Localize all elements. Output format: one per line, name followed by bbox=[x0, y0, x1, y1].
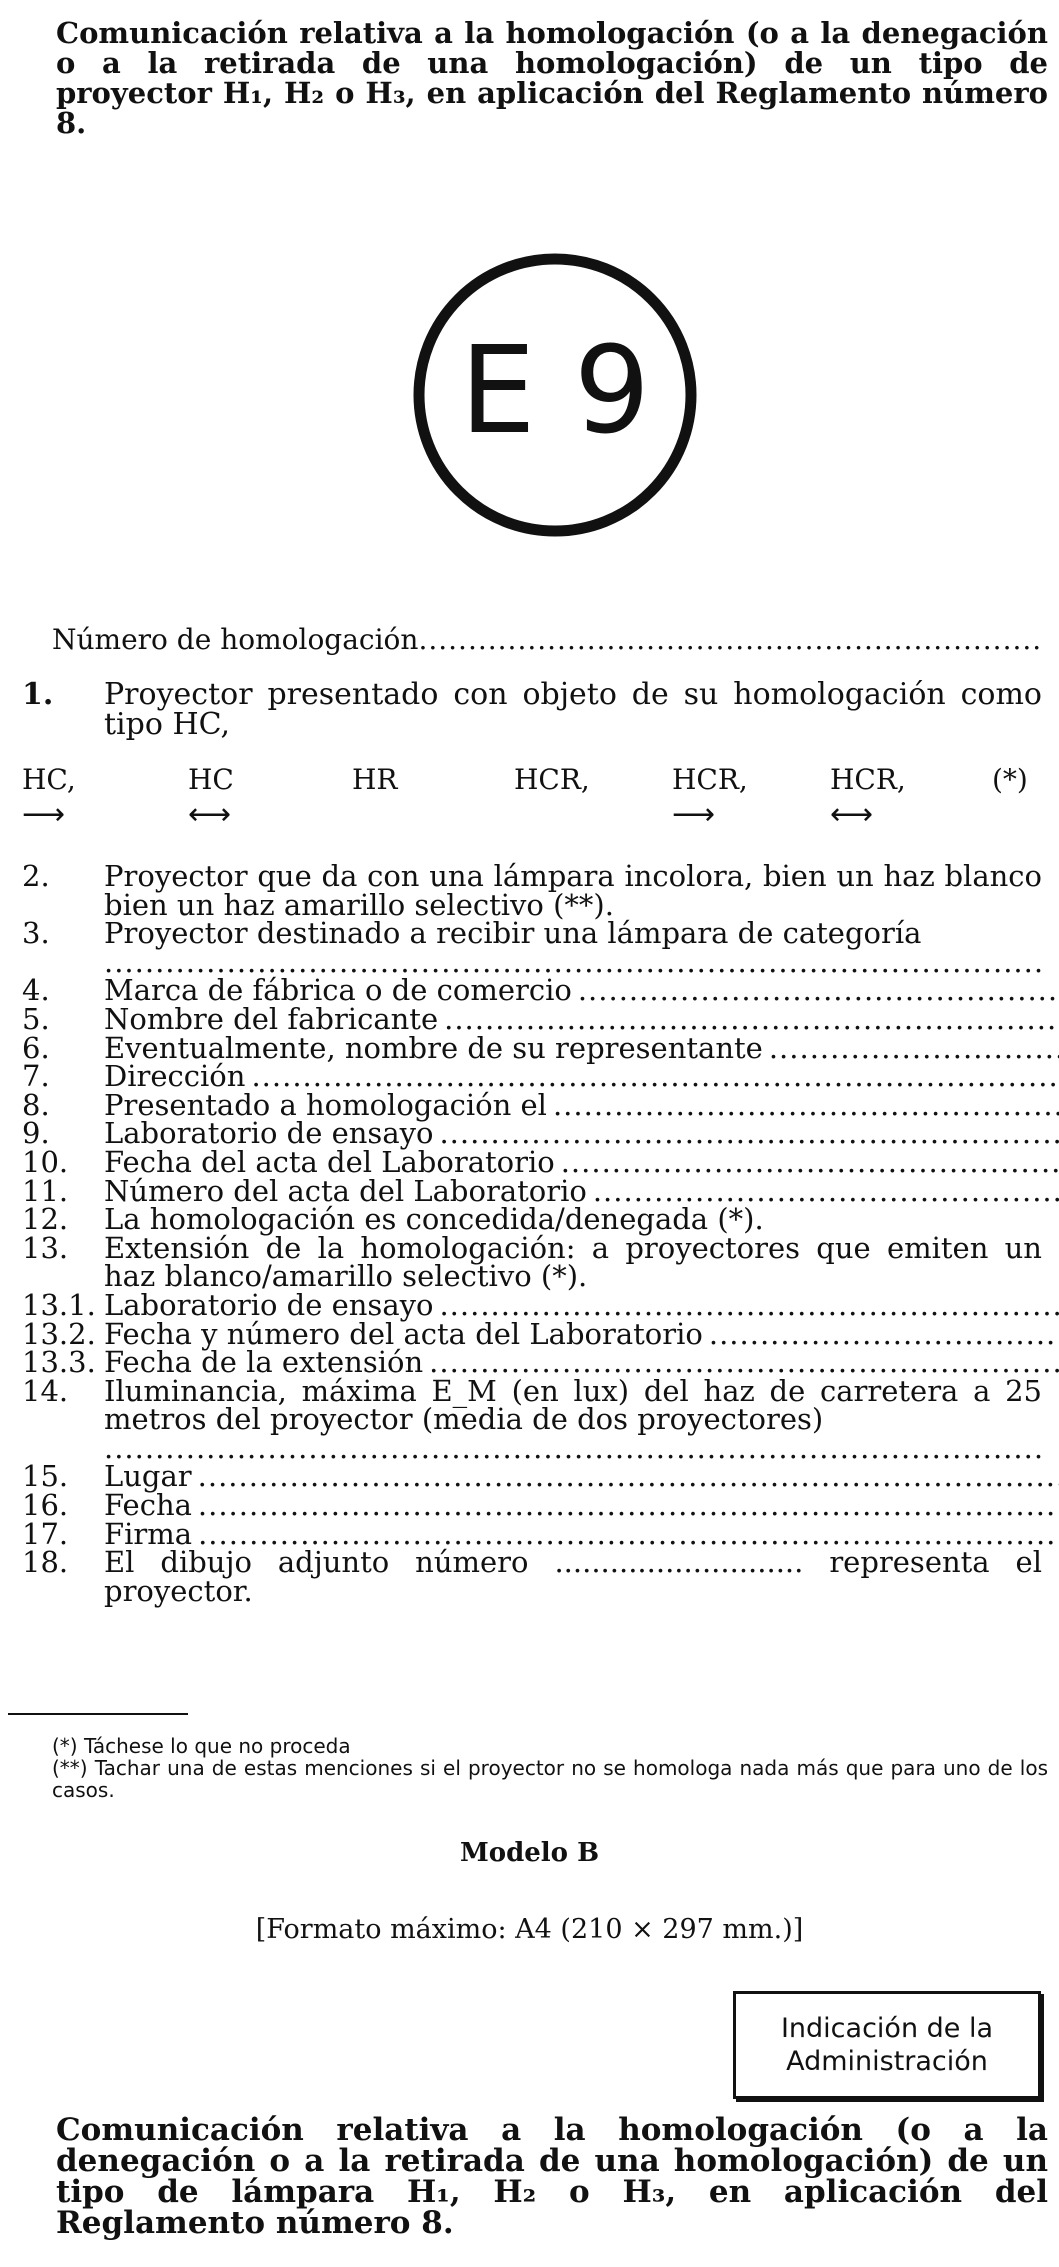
dotted-leader bbox=[198, 1520, 1059, 1549]
item-number: 13.3. bbox=[22, 1345, 96, 1380]
double-arrow-icon: ⟷ bbox=[830, 797, 874, 832]
beam-type-label: HCR, bbox=[514, 763, 590, 796]
form-item bbox=[22, 1287, 1042, 1322]
dotted-leader bbox=[553, 1091, 1059, 1120]
item-text: El dibujo adjunto número ........................... representa el proyector. bbox=[104, 1545, 1042, 1608]
dotted-leader bbox=[439, 1119, 1059, 1148]
form-item bbox=[22, 1087, 1042, 1122]
form-item bbox=[22, 916, 1042, 951]
dotted-leader bbox=[709, 1320, 1059, 1349]
beam-type bbox=[514, 765, 590, 803]
footer-title-text: Comunicación relativa a la homologación (o a la denegación o a la retirada de una homologación) de un tipo de lámpara H₁, H₂ o H₃, en aplicación del Reglamento número 8. bbox=[56, 2112, 1048, 2241]
item-label: Marca de fábrica o de comercio bbox=[104, 973, 572, 1008]
form-item bbox=[22, 1345, 1042, 1380]
item-number: 3. bbox=[22, 916, 50, 951]
form-item-continuation bbox=[22, 1434, 1042, 1463]
dotted-leader bbox=[251, 1062, 1059, 1091]
item-text: Proyector que da con una lámpara incolora, bien un haz blanco bien un haz amarillo selectivo (**). bbox=[104, 859, 1042, 922]
form-item bbox=[22, 1459, 1042, 1494]
item-label: Firma bbox=[104, 1516, 193, 1551]
form-item bbox=[22, 1001, 1042, 1036]
item-number: 4. bbox=[22, 973, 50, 1008]
item-number: 9. bbox=[22, 1116, 50, 1151]
item-label: Presentado a homologación el bbox=[104, 1087, 547, 1122]
dotted-leader bbox=[769, 1034, 1059, 1063]
homologation-number-line bbox=[52, 625, 1042, 655]
format-note: [Formato máximo: A4 (210 × 297 mm.)] bbox=[255, 1914, 804, 1945]
beam-type-label: (*) bbox=[992, 763, 1028, 796]
homologation-number-label: Número de homologación bbox=[52, 623, 419, 656]
item-number: 11. bbox=[22, 1173, 69, 1208]
beam-type bbox=[992, 765, 1028, 795]
item-number: 14. bbox=[22, 1373, 69, 1408]
document-title-text: Comunicación relativa a la homologación (o a la denegación o a la retirada de una homologación) de un tipo de proyector H₁, H₂ o H₃, en aplicación del Reglamento número 8. bbox=[56, 16, 1048, 140]
item-label: Lugar bbox=[104, 1459, 192, 1494]
item-label: Laboratorio de ensayo bbox=[104, 1287, 434, 1322]
item-label: Fecha del acta del Laboratorio bbox=[104, 1144, 555, 1179]
double-arrow-icon: ⟷ bbox=[188, 797, 232, 832]
item-number: 13.2. bbox=[22, 1316, 96, 1351]
approval-mark-text: E 9 bbox=[459, 322, 651, 461]
item-number: 1. bbox=[22, 677, 54, 712]
footnote: (**) Tachar una de estas menciones si el proyector no se homologa nada más que para uno de los casos. bbox=[52, 1756, 1048, 1802]
item-label: Laboratorio de ensayo bbox=[104, 1116, 434, 1151]
dotted-leader bbox=[104, 948, 1042, 977]
dotted-leader bbox=[104, 1434, 1042, 1463]
item-text: Proyector presentado con objeto de su homologación como tipo HC, bbox=[104, 677, 1042, 742]
form-item bbox=[22, 1059, 1042, 1094]
form-item-continuation bbox=[22, 948, 1042, 977]
beam-type-label: HR bbox=[352, 763, 398, 796]
item-number: 13. bbox=[22, 1230, 69, 1265]
item-number: 15. bbox=[22, 1459, 69, 1494]
footer-title bbox=[8, 2112, 1048, 2241]
administration-box-line: Administración bbox=[786, 2046, 988, 2077]
dotted-leader bbox=[198, 1491, 1059, 1520]
item-text: Iluminancia, máxima E_M (en lux) del haz de carretera a 25 metros del proyector (media de dos proyectores) bbox=[104, 1373, 1042, 1437]
form-items-list bbox=[22, 859, 1042, 1608]
form-item bbox=[22, 1144, 1042, 1179]
item-number: 6. bbox=[22, 1030, 50, 1065]
beam-types-row bbox=[0, 765, 1059, 835]
right-arrow-icon: ⟶ bbox=[22, 797, 66, 832]
form-item bbox=[22, 973, 1042, 1008]
form-item bbox=[22, 1116, 1042, 1151]
beam-type bbox=[22, 763, 76, 832]
item-text: Proyector destinado a recibir una lámpara de categoría bbox=[104, 916, 922, 951]
dotted-leader bbox=[418, 625, 1042, 655]
beam-type-label: HCR, bbox=[830, 763, 906, 796]
form-item bbox=[22, 859, 1042, 922]
item-label: Fecha de la extensión bbox=[104, 1345, 424, 1380]
administration-box-line: Indicación de la bbox=[780, 2013, 994, 2044]
dotted-leader bbox=[444, 1005, 1059, 1034]
form-item bbox=[22, 1202, 1042, 1237]
item-number: 16. bbox=[22, 1488, 69, 1523]
form-item bbox=[22, 1030, 1042, 1065]
right-arrow-icon: ⟶ bbox=[672, 797, 716, 832]
item-number: 17. bbox=[22, 1516, 69, 1551]
dotted-leader bbox=[439, 1291, 1059, 1320]
item-number: 5. bbox=[22, 1001, 50, 1036]
form-item bbox=[22, 1230, 1042, 1294]
item-1 bbox=[22, 677, 1042, 742]
dotted-leader bbox=[578, 976, 1059, 1005]
item-number: 2. bbox=[22, 859, 50, 893]
dotted-leader bbox=[198, 1462, 1059, 1491]
item-text: Extensión de la homologación: a proyectores que emiten un haz blanco/amarillo selectivo (*). bbox=[104, 1230, 1042, 1294]
item-number: 10. bbox=[22, 1144, 69, 1179]
dotted-leader bbox=[429, 1348, 1059, 1377]
beam-type-label: HC bbox=[188, 763, 234, 796]
item-label: Número del acta del Laboratorio bbox=[104, 1173, 587, 1208]
dotted-leader bbox=[593, 1177, 1059, 1206]
footnote-divider bbox=[8, 1713, 188, 1715]
administration-box bbox=[733, 1991, 1041, 2099]
item-label: Eventualmente, nombre de su representante bbox=[104, 1030, 763, 1065]
beam-type-label: HC, bbox=[22, 763, 76, 796]
form-item bbox=[22, 1316, 1042, 1351]
approval-mark-e9 bbox=[400, 240, 710, 550]
item-number: 8. bbox=[22, 1087, 50, 1122]
beam-type bbox=[830, 763, 906, 832]
beam-type bbox=[188, 763, 234, 832]
footnotes bbox=[8, 1735, 1048, 1801]
item-label: Dirección bbox=[104, 1059, 246, 1094]
item-label: Nombre del fabricante bbox=[104, 1001, 439, 1036]
dotted-leader bbox=[561, 1148, 1059, 1177]
item-number: 12. bbox=[22, 1202, 69, 1237]
form-item bbox=[22, 1373, 1042, 1437]
model-title: Modelo B bbox=[459, 1838, 600, 1868]
item-number: 7. bbox=[22, 1059, 50, 1094]
footnote: (*) Táchese lo que no proceda bbox=[52, 1734, 351, 1758]
form-item bbox=[22, 1545, 1042, 1608]
beam-type-label: HCR, bbox=[672, 763, 748, 796]
form-item bbox=[22, 1516, 1042, 1551]
document-title bbox=[8, 18, 1048, 138]
item-number: 13.1. bbox=[22, 1287, 96, 1322]
form-item bbox=[22, 1173, 1042, 1208]
item-number: 18. bbox=[22, 1545, 69, 1580]
item-label: Fecha y número del acta del Laboratorio bbox=[104, 1316, 703, 1351]
item-label: Fecha bbox=[104, 1488, 192, 1523]
form-item bbox=[22, 1488, 1042, 1523]
beam-type bbox=[352, 765, 398, 803]
item-text: La homologación es concedida/denegada (*). bbox=[104, 1202, 764, 1237]
beam-type bbox=[672, 763, 748, 832]
